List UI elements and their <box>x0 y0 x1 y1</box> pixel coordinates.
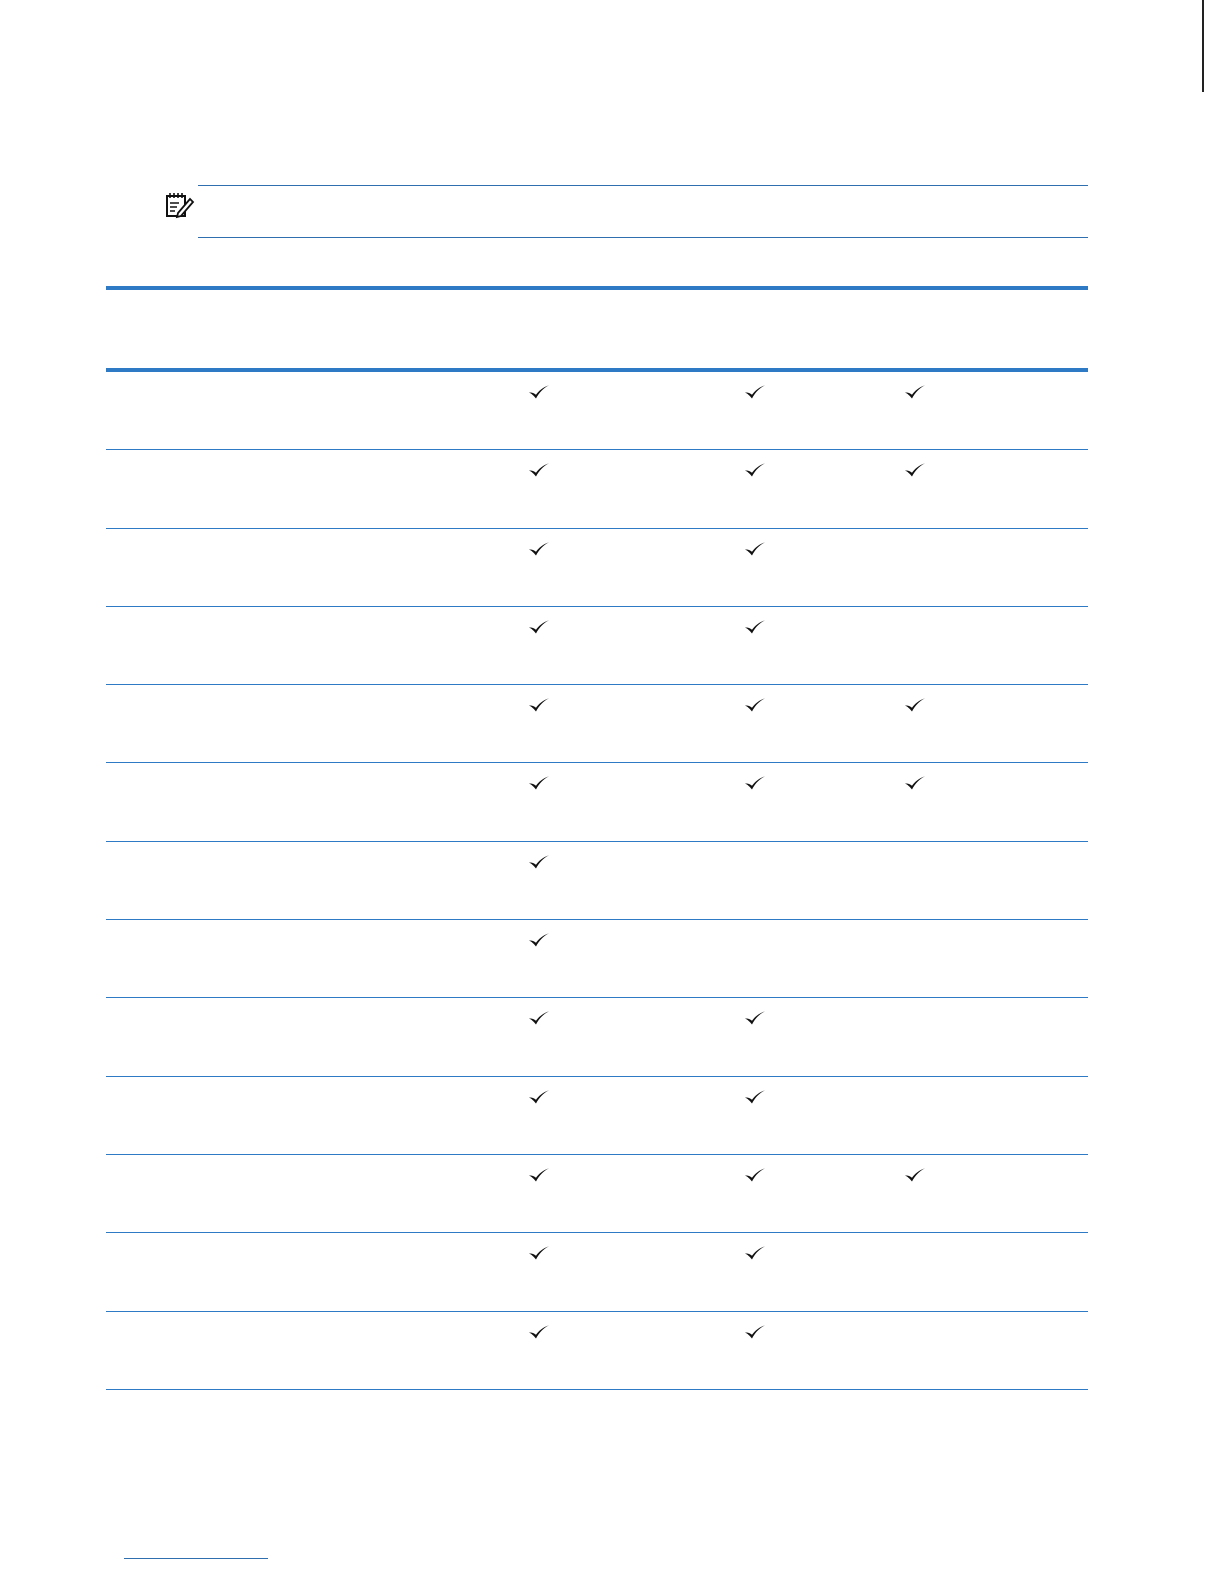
check-icon <box>904 775 926 791</box>
table-row <box>106 998 1088 1076</box>
header-label <box>106 290 506 368</box>
row-cell-col-a <box>524 529 564 606</box>
check-icon <box>904 1167 926 1183</box>
row-cell-col-a <box>524 1077 564 1154</box>
row-cell-col-a <box>524 372 564 449</box>
check-icon <box>904 462 926 478</box>
check-icon <box>528 932 550 948</box>
row-cell-col-b <box>740 1077 780 1154</box>
row-cell-col-b <box>740 998 780 1075</box>
table-row <box>106 372 1088 450</box>
row-cell-col-a <box>524 920 564 997</box>
row-cell-col-a <box>524 763 564 840</box>
table-row <box>106 1077 1088 1155</box>
table-row <box>106 1233 1088 1311</box>
check-icon <box>528 697 550 713</box>
check-icon <box>528 1245 550 1261</box>
page-edge-rule <box>1202 0 1204 92</box>
row-cell-col-c <box>900 763 940 840</box>
row-cell-col-c <box>900 1312 940 1389</box>
check-icon <box>744 541 766 557</box>
table-row <box>106 763 1088 841</box>
row-cell-col-a <box>524 1155 564 1232</box>
table-row <box>106 842 1088 920</box>
row-label <box>106 920 506 997</box>
row-label <box>106 685 506 762</box>
table-row <box>106 1155 1088 1233</box>
check-icon <box>528 1089 550 1105</box>
check-icon <box>528 541 550 557</box>
row-cell-col-b <box>740 842 780 919</box>
row-cell-col-c <box>900 1155 940 1232</box>
row-label <box>106 842 506 919</box>
row-cell-col-a <box>524 450 564 527</box>
row-cell-col-b <box>740 607 780 684</box>
check-icon <box>744 1245 766 1261</box>
check-icon <box>744 1089 766 1105</box>
row-cell-col-c <box>900 450 940 527</box>
row-cell-col-c <box>900 607 940 684</box>
check-icon <box>528 384 550 400</box>
row-label <box>106 1077 506 1154</box>
row-label <box>106 372 506 449</box>
row-label <box>106 450 506 527</box>
table-row <box>106 529 1088 607</box>
header-col-a <box>524 290 564 368</box>
row-label <box>106 607 506 684</box>
row-cell-col-c <box>900 1233 940 1310</box>
feature-table <box>106 286 1088 1390</box>
check-icon <box>528 1167 550 1183</box>
row-label <box>106 998 506 1075</box>
row-cell-col-c <box>900 685 940 762</box>
row-cell-col-b <box>740 1312 780 1389</box>
row-cell-col-a <box>524 685 564 762</box>
note-rule-bottom <box>198 237 1088 238</box>
row-cell-col-c <box>900 372 940 449</box>
header-col-c <box>900 290 940 368</box>
check-icon <box>744 619 766 635</box>
check-icon <box>744 384 766 400</box>
check-icon <box>528 619 550 635</box>
row-cell-col-b <box>740 450 780 527</box>
check-icon <box>904 384 926 400</box>
row-label <box>106 1312 506 1389</box>
row-cell-col-c <box>900 529 940 606</box>
row-cell-col-b <box>740 763 780 840</box>
row-cell-col-a <box>524 1312 564 1389</box>
table-row <box>106 607 1088 685</box>
row-label <box>106 763 506 840</box>
row-cell-col-b <box>740 1155 780 1232</box>
row-cell-col-c <box>900 1077 940 1154</box>
row-label <box>106 1233 506 1310</box>
footer-link-underline[interactable] <box>124 1558 268 1559</box>
row-cell-col-a <box>524 842 564 919</box>
table-body <box>106 372 1088 1390</box>
table-row <box>106 920 1088 998</box>
row-cell-col-c <box>900 998 940 1075</box>
row-cell-col-b <box>740 1233 780 1310</box>
table-header <box>106 286 1088 372</box>
check-icon <box>528 854 550 870</box>
check-icon <box>528 462 550 478</box>
header-col-b <box>740 290 780 368</box>
table-row <box>106 1312 1088 1390</box>
check-icon <box>744 1324 766 1340</box>
check-icon <box>744 1167 766 1183</box>
row-label <box>106 1155 506 1232</box>
row-cell-col-c <box>900 842 940 919</box>
note-block <box>160 185 1088 239</box>
row-cell-col-b <box>740 920 780 997</box>
check-icon <box>904 697 926 713</box>
row-cell-col-a <box>524 1233 564 1310</box>
check-icon <box>528 1324 550 1340</box>
note-icon <box>164 191 196 221</box>
check-icon <box>744 1010 766 1026</box>
note-rule-top <box>198 185 1088 186</box>
check-icon <box>744 775 766 791</box>
table-row <box>106 685 1088 763</box>
row-cell-col-b <box>740 685 780 762</box>
row-cell-col-c <box>900 920 940 997</box>
check-icon <box>744 462 766 478</box>
table-row <box>106 450 1088 528</box>
row-cell-col-b <box>740 372 780 449</box>
row-cell-col-a <box>524 607 564 684</box>
row-cell-col-a <box>524 998 564 1075</box>
row-label <box>106 529 506 606</box>
check-icon <box>528 775 550 791</box>
row-cell-col-b <box>740 529 780 606</box>
check-icon <box>528 1010 550 1026</box>
check-icon <box>744 697 766 713</box>
